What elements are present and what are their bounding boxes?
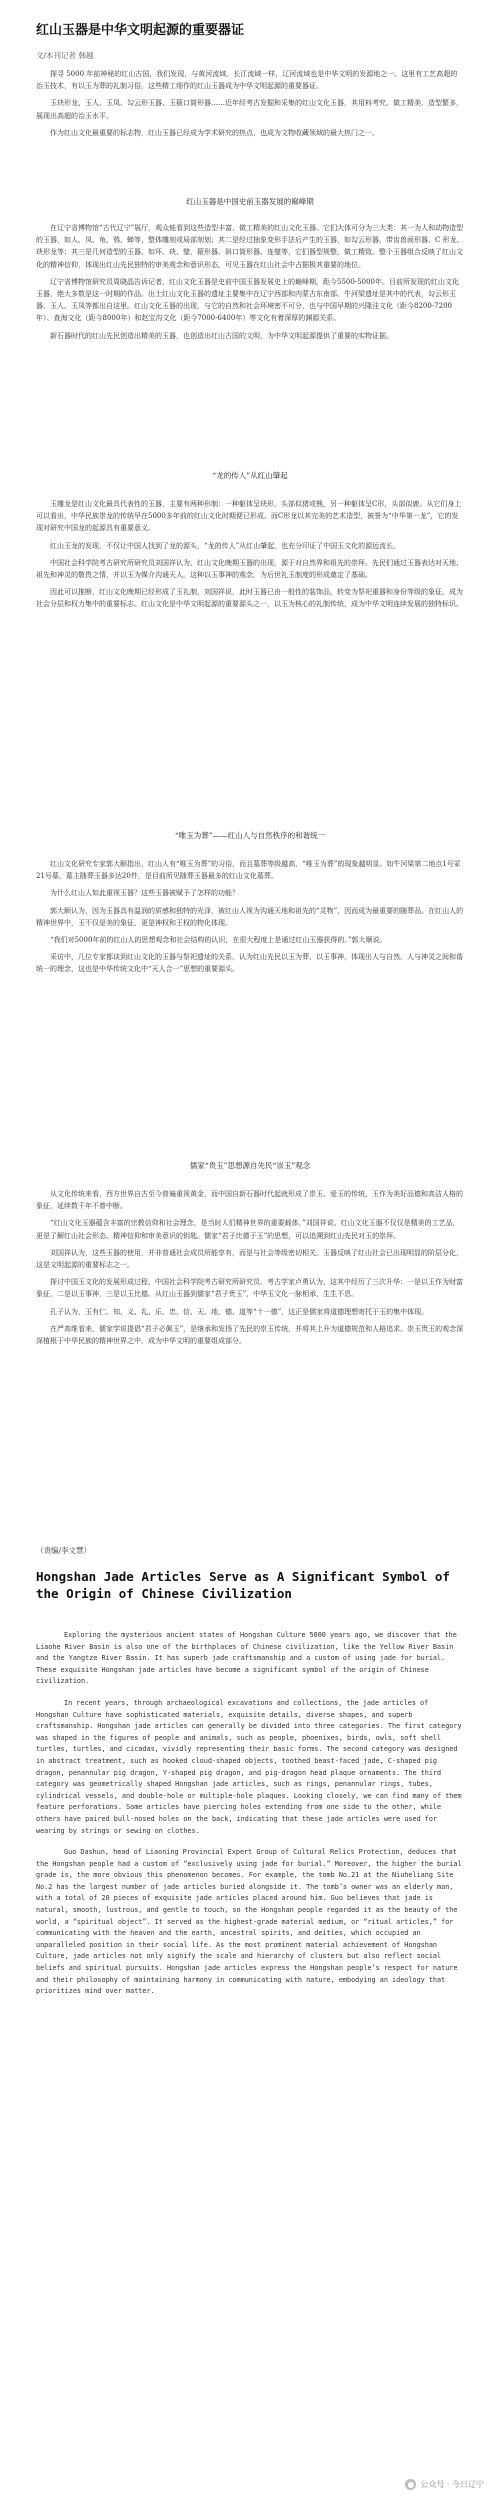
body-paragraph: 采访中，几位专家都谈到红山文化的玉器与祭祀遗址的关系，认为红山先民以玉为葬、以玉事神，体现出人与自然、人与神灵之间和谐统一的理念，这也是中华传统文化中“天人合一”思想的重要源头。 — [36, 953, 463, 974]
article-byline: 文/本刊记者 韩越 — [36, 51, 94, 60]
section-2-body — [36, 498, 464, 616]
body-paragraph: 为什么红山人如此重视玉器？这些玉器被赋予了怎样的功能？ — [50, 889, 239, 898]
intro-paragraph: 探寻 5000 年前神秘的红山古国，我们发现，与黄河流域、长江流域一样，辽河流域也是中华文明的发源地之一。这里有工艺高超的治玉技术，有以玉为葬的礼制习俗，这些精工细作的红山玉器成为中华文明起源的重要器证。 — [36, 70, 458, 91]
body-paragraph: 在严高维看来，儒家学说提倡“君子必佩玉”，是继承和发扬了先民的崇玉传统，并将其上升为道德规范和人格追求。崇玉贵玉的观念深深植根于中华民族的精神世界之中，成为中华文明的重要组成部分。 — [36, 1324, 464, 1346]
section-2-heading: “龙的传人”从红山肇起 — [212, 471, 288, 480]
body-paragraph: 刘国祥认为，这些玉器的使用，并非普通社会成员所能享有，而是与社会等级密切相关。玉器反映了红山社会已出现明显的阶层分化，这是文明起源的重要标志之一。 — [36, 1248, 463, 1270]
english-paragraph: Exploring the mysterious ancient states of Hongshan Culture 5000 years ago, we discover that the Liaohe River Basin is also one of the birthplaces of Chinese civilization, like the Yellow River Basin and the Yangtze River Basin. It has superb jade craftsmanship and a custom of using jade for burial. These exquisite Hongshan jade articles have become a significant symbol of the origin of Chinese civilization. — [36, 1631, 457, 1686]
english-body — [36, 1630, 464, 2008]
article-title: 红山玉器是中华文明起源的重要器证 — [36, 23, 245, 38]
watermark-text: 公众号 · 今日辽宁 — [420, 2480, 484, 2489]
body-paragraph: “红山文化玉器蕴含丰富的宗教信仰和社会理念，是当时人们精神世界的重要载体，”刘国祥说。红山文化玉器不仅仅是精美的工艺品，更是了解红山社会形态、精神信仰和审美意识的钥匙。儒家“君子比德于玉”的思想，可以追溯到红山先民对玉的崇拜。 — [36, 1219, 460, 1240]
body-paragraph: 探讨中国玉文化的发展形成过程，中国社会科学院考古研究所研究员、考古学家卢勇认为，这其中经历了三次升华：一是以玉作为财富象征，二是以玉事神，三是以玉比德。从红山玉器到儒家“君子贵玉”，中华玉文化一脉相承，生生不息。 — [36, 1278, 463, 1299]
section-4-body — [36, 1188, 464, 1352]
section-1-body — [36, 222, 464, 347]
english-title: Hongshan Jade Articles Serve as A Significant Symbol of the Origin of Chinese Civilization — [36, 1569, 450, 1601]
body-paragraph: 红山文化研究专家郭大顺指出，红山人有“唯玉为葬”的习俗，而且墓葬等级越高，“唯玉为葬”的现象越明显。如牛河梁第二地点1号冢21号墓，墓主随葬玉器多达20件，是目前所见随葬玉器最多的红山文化墓葬。 — [36, 860, 461, 881]
section-3-heading: “唯玉为葬”——红山人与自然秩序的和谐统一 — [174, 831, 326, 840]
intro-paragraph: 作为红山文化最重要的标志物，红山玉器已经成为学术研究的热点，也成为文物收藏领域的最大热门之一。 — [50, 128, 379, 137]
body-paragraph: 因此可以推断，红山文化晚期已经形成了玉礼制，刘国祥说，此时玉器已由一般性的装饰品，转变为祭祀重器和身份等级的象征，成为社会分层和权力集中的重要标志。红山文化是中华文明起源的重要源头之一，以玉为核心的礼制传统，成为中华文明连续发展的独特标识。 — [36, 588, 463, 609]
section-1-heading: 红山玉器是中国史前玉器发展的巅峰期 — [186, 197, 314, 206]
wechat-icon: ● — [405, 2479, 416, 2490]
section-4-heading: 儒家“贵玉”思想源自先民“崇玉”观念 — [189, 1161, 311, 1170]
body-paragraph: 孔子认为，玉有仁、知、义、礼、乐、忠、信、天、地、德、道等“十一德”，这正是儒家将道德理想寄托于玉的集中体现。 — [50, 1307, 429, 1316]
body-paragraph: 从文化传统来看，西方世界自古至今普遍重视黄金，而中国自新石器时代起就形成了崇玉、爱玉的传统，玉作为美好品德和高洁人格的象征，延续数千年不曾中断。 — [36, 1190, 463, 1211]
body-paragraph: 红山玉龙的发现，不仅让中国人找到了龙的源头，“龙的传人”从红山肇起，也充分印证了中国玉文化的源远流长。 — [50, 541, 401, 550]
body-paragraph: 郭大顺认为，因为玉器具有温润的质感和独特的光泽，被红山人视为沟通天地和祖先的“灵物”，因而成为最重要的随葬品。在红山人的精神世界中，玉不仅是美的象征，更是神权和王权的物化体现。 — [36, 906, 464, 927]
body-paragraph: 辽宁省博物馆研究员周晓晶告诉记者，红山文化玉器是史前中国玉器发展史上的巅峰期，距今5500-5000年。目前所发现的红山文化玉器，绝大多数是这一时期的作品。出土红山文化玉器的遗址主要集中在辽宁西部和内蒙古东南部。牛河梁遗址是其中的代表，勾云形玉器、玉人、玉凤等都出自这里。红山文化玉器的出现，与它的自然和社会环境密不可分，也与中国早期的兴隆洼文化（距今8200-7200年）、查海文化（距今8000年）和赵宝沟文化（距今7000-6400年）等文化有着深厚的渊源关系。 — [36, 277, 459, 323]
editor-credit: （责编/李文慧） — [36, 1546, 92, 1555]
intro-paragraph: 玉玦形龙、玉人、玉凤、勾云形玉器、玉箍口筒形器……近年经考古发掘和采集的红山文化玉器，其用料考究、做工精美、造型繁多，展现出高超的治玉水平。 — [36, 99, 463, 120]
body-paragraph: 玉雕龙是红山文化最具代表性的玉器，主要有两种形制：一种躯体呈玦形，头部似猪或熊，另一种躯体呈C形，头部似鹿。从它们身上可以看出，中华民族崇龙的传统早在5000多年前的红山文化时期便已形成。而C形龙以其完美的艺术造型，被誉为“中华第一龙”，它的发现对研究中国龙的起源具有重要意义。 — [36, 500, 462, 533]
body-paragraph: “我们对5000年前的红山人的思想观念和社会结构的认识，在很大程度上是通过红山玉器获得的。”郭大顺说。 — [50, 936, 387, 945]
body-paragraph: 中国社会科学院考古研究所研究员刘国祥认为，红山文化晚期玉器的出现，源于对自然界和祖先的崇拜。先民们通过玉器表达对天地、祖先和神灵的敬畏之情，并以玉为媒介沟通天人。这种以玉事神的观念，为后世礼玉制度的形成奠定了基础。 — [36, 558, 463, 580]
body-paragraph: 新石器时代的红山先民创造出精美的玉器，也创造出红山古国的文明，为中华文明起源提供了重要的实物证据。 — [50, 331, 393, 340]
english-paragraph: In recent years, through archaeological excavations and collections, the jade articles of Hongshan Culture have sophisticated materials, exquisite details, diverse shapes, and superb craftsmanship. Hongshan jade articles can generally be divided into three categories. The first category was shaped in the figures of people and animals, such as people, phoenixes, birds, owls, soft shell turtles, turtles, and cicadas, vividly representing their basic forms. The second category was designed in abstract treatment, such as hooked cloud-shaped objects, toothed beast-faced jade, C-shaped pig dragon, penannular pig dragon, Y-shaped pig dragon, and pig-dragon head plaque ornaments. The third category was geometrically shaped Hongshan jade articles, such as rings, penannular rings, tubes, cylindrical vessels, and double-hole or multiple-hole plaques. Looking closely, we can find many of them feature perforations. Some articles have piercing holes extending from one side to the other, while others have paired bull-nosed holes on the back, indicating that these jade articles were used for wearing by strings or sewing on clothes. — [36, 1698, 462, 1835]
watermark — [405, 2479, 484, 2490]
intro-section — [36, 68, 464, 144]
section-3-body — [36, 858, 464, 981]
english-paragraph: Guo Dashun, head of Liaoning Provincial Expert Group of Cultural Relics Protection, deduces that the Hongshan people had a custom of “exclusively using jade for burial.” Moreover, the higher the burial grade is, the more obvious this phenomenon becomes. For example, the tomb No.21 at the Niuheliang Site No.2 has the largest number of jade articles buried alongside it. The tomb’s owner was an elderly man, with a total of 20 pieces of exquisite jade articles placed around him. Guo believes that jade is natural, smooth, lustrous, and gentle to touch, so the Hongshan people regarded it as the beauty of the world, a “spiritual object”. It served as the highest-grade material medium, or “ritual articles,” for communicating with the heaven and the earth, ancestral spirits, and deities, which occupied an unparalleled position in their social life. As the most prominent material achievement of Hongshan Culture, jade articles not only signify the scale and hierarchy of clusters but also reflect social beliefs and spiritual pursuits. Hongshan jade articles express the Hongshan people’s respect for nature and their philosophy of maintaining harmony in communicating with nature, embodying an ideology that prioritizes mind over matter. — [36, 1848, 462, 1996]
body-paragraph: 在辽宁省博物馆“古代辽宁”展厅，观众能看到这些造型丰富、做工精美的红山文化玉器。它们大体可分为三大类：其一为人和动物造型的玉器，如人、凤、龟、鸮、蝉等，整体雕刻或局部刻划；其二是经过抽象变形手法后产生的玉器，如勾云形器、带齿兽面形器、C 形龙、玦形龙等；其三是几何造型的玉器，如环、玦、璧、箍形器、斜口筒形器、连璧等，它们器型规整，做工精致。整个玉器组合反映了红山文化的精神信仰，体现出红山先民独特的审美观念和意识形态，可见玉器在红山社会中占据极其重要的地位。 — [36, 224, 464, 269]
